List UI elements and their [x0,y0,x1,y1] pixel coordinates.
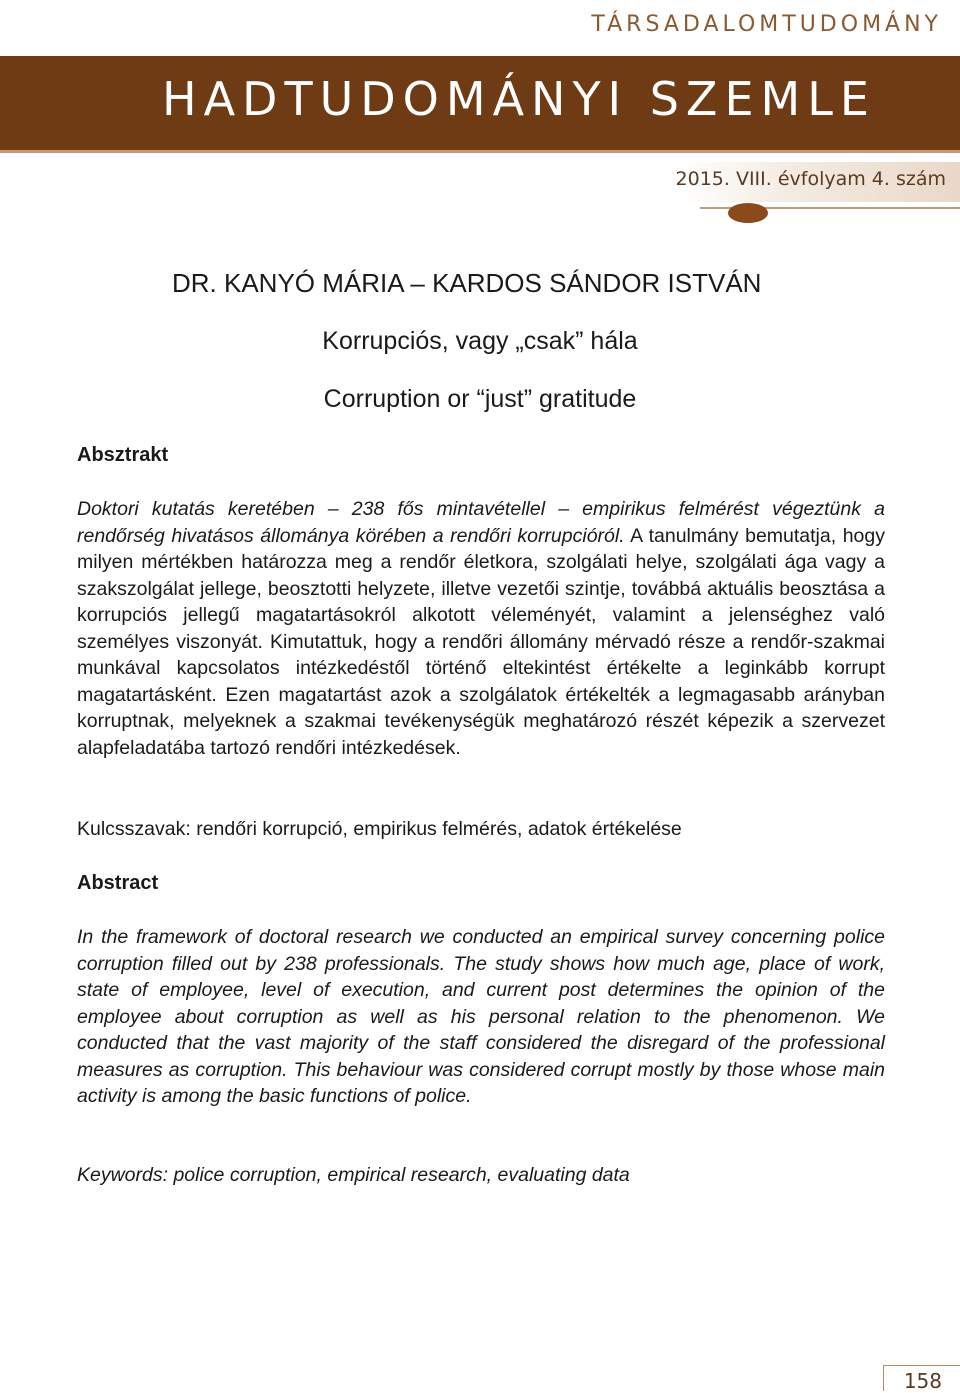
article-authors: DR. KANYÓ MÁRIA – KARDOS SÁNDOR ISTVÁN [172,268,762,298]
abstract-body-hungarian-italic: Doktori kutatás keretében – 238 fős mintavétellel – empirikus felmérést végeztünk a rendőrség hivatásos állománya körében a rendőri korrupcióról. [77,498,885,547]
article-title-english: Corruption or “just” gratitude [323,385,637,413]
section-label: TÁRSADALOMTUDOMÁNY [591,12,942,37]
abstract-body-english: In the framework of doctoral research we conducted an empirical survey concerning police corruption filled out by 238 professionals. The study shows how much age, place of work, state of employee, level of execution, and current post determines the opinion of the employee about corruption as well as his personal relation to the phenomenon. We conducted that the vast majority of the staff considered the disregard of the professional measures as corruption. This behaviour was considered corrupt mostly by those whose main activity is among the basic functions of police. [77,926,885,1107]
abstract-heading-hungarian: Absztrakt [77,444,169,466]
page-number: 158 [903,1369,942,1393]
abstract-body-hungarian [77,496,885,761]
abstract-heading-english: Abstract [77,872,159,894]
journal-title: HADTUDOMÁNYI SZEMLE [162,72,876,126]
article-title-hungarian: Korrupciós, vagy „csak” hála [322,327,638,355]
keywords-english: Keywords: police corruption, empirical research, evaluating data [77,1164,630,1186]
decorative-oval [728,203,768,223]
issue-info: 2015. VIII. évfolyam 4. szám [675,168,946,190]
keywords-hungarian: Kulcsszavak: rendőri korrupció, empirikus felmérés, adatok értékelése [77,818,682,840]
abstract-body-hungarian-regular: A tanulmány bemutatja, hogy milyen mértékben határozza meg a rendőr életkora, szolgálati helye, szolgálati ága vagy a szakszolgálat jellege, beosztotti helyzete, illetve vezetői szintje, továbbá aktuális beosztása a korrupciós jellegű magatartásokról alkotott véleményét, valamint a jelenséghez való személyes viszonyát. Kimutattuk, hogy a rendőri állomány mérvadó része a rendőr-szakmai munkával kapcsolatos intézkedéstől történő eltekintést értékelte a leginkább korrupt magatartásként. Ezen magatartást azok a szolgálatok értékelték a legmagasabb arányban korruptnak, melyeknek a szakmai tevékenységük meghatározó részét képezik a szervezet alapfeladatába tartozó rendőri intézkedések. [77,524,885,759]
banner-divider [0,150,960,153]
